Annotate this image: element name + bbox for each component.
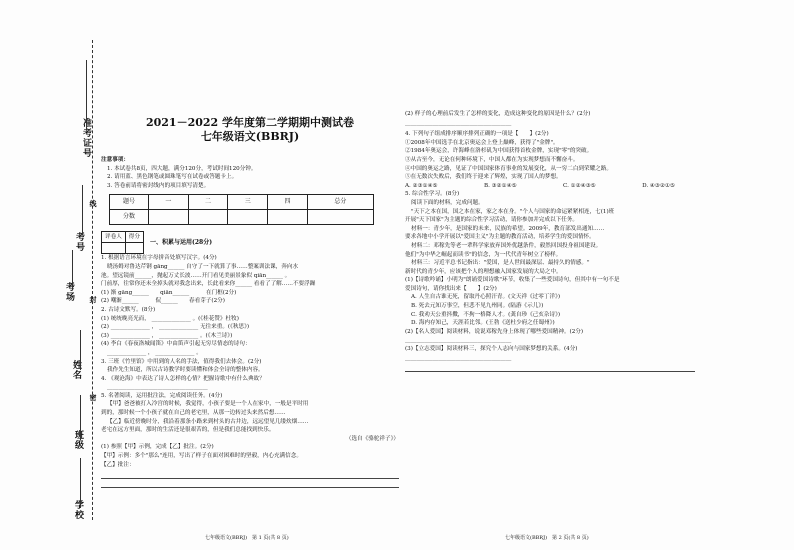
score-row-label: 分数 [110,210,149,225]
r-q5-text: "天下之本在国，国之本在家，家之本在身。"个人与国家的命运紧紧相连，七(1)班 [411,208,615,215]
r-q5: 5. 综合性学习。(8分) [405,191,460,198]
r-q5-sub1: (1)【诗歌吟诵】小明为"朗诵爱国诗歌"环节，收集了一些爱国诗句，但其中有一句不是 [405,277,620,284]
q1-blanks[interactable]: (2) 嘲渐______ 侃______ 春看芽子(2分) [101,298,225,305]
exam-number-label: 准考证号 [81,118,91,158]
q3: 3. 三班《竹里馆》中用到的人名的手法，值得我们去体会。(2分) [101,358,262,365]
name-blank [80,330,81,370]
q2: 2. 古诗文默写。(8分) [101,306,156,313]
footer-right: 七年级语文(BBRJ) 第 2 页(共 8 页) [505,535,589,541]
score-cell[interactable] [188,210,228,225]
q1-text: 晓汤姆对鲁达芹钢 gāng______ 自守了一下就算了事……整案训法课，奔向水 [107,263,299,270]
material-1: 要求各地中小学开展以"爱国主义"为主题的教育活动，培养学生的爱国情怀。 [405,234,595,241]
answer-line[interactable] [101,469,399,479]
binding-margin [0,0,100,550]
r-q5-intro: 阅读下面的材料，完成问题。 [411,199,484,206]
material-2: 他们"为中华之崛起而读书"的信念，为一代代青年树立了榜样。 [405,251,562,258]
r-q5-sub1-option[interactable]: A. 人生自古谁无死，留取丹心照汗青。(文天祥《过零丁洋》) [411,294,561,301]
grader-score-label: 得分 [125,232,143,243]
q1: 1. 根据语言环境在字母拼音处填写汉字。(4分) [101,255,217,262]
q5-source: （选自《骆驼祥子》） [345,435,399,442]
q5-sub1: (1) 参照【甲】示例，完成【乙】批注。(2分) [101,444,214,451]
class-blank [80,395,81,440]
score-header: 一 [149,195,189,210]
q5-passage: 【甲】爸爸被打入冷宫的时候，我觉得，小孩子要是一个人在家中，一般是平时用 [107,401,309,408]
q1-text: 池。望远镜前______，抛起万丈长波……开门看见美丽景象似 qiān______ 。 [101,272,291,279]
q1-text: 门前厚，往常你还未全掉头就对我念出来，长此看来你______ 看看了了解……不要浮躁 [101,281,316,288]
r-q5-sub2: (2)【名人爱国】阅读材料，说说邓稼先身上体现了哪些爱国精神。(2分) [405,328,584,335]
seat-blank [82,185,83,235]
r-q4-item: ④中国的奥运之路，见证了中国国家体育事业的发展变化，从一穷二白到荣耀之路。 [405,165,612,172]
material-1: 材料一：青少年，是国家的未来，民族的希望。2009年，教育部发出通知…… [411,225,605,232]
room-blank [72,250,73,290]
note-item: 3. 答卷前请将密封线内的项目填写清楚。 [107,182,210,189]
answer-line[interactable]: ______________________________________ [405,119,512,126]
option-b[interactable]: B. ③②①④⑤ [483,182,517,189]
option-d[interactable]: D. ④③②①⑤ [642,182,675,189]
q5-sub1-answer: 【乙】批注： [101,461,135,468]
grader-label: 评卷人 [102,232,126,243]
score-cell[interactable] [228,210,268,225]
q2-item: (4) 李白《春夜洛城闻笛》中由笛声引起无穷尽情态的诗句： [101,341,251,348]
q1-blanks[interactable]: (1) 渐 gāng______ qiān______ 在门框(2分) [101,289,237,296]
q4-answer[interactable]: ____________________________________ [107,384,208,391]
r-q5-sub1: 爱国诗句，请你找出来【 】(2分) [405,285,497,292]
score-cell[interactable] [149,210,189,225]
score-header: 总分 [307,195,373,210]
exam-title: 2021－2022 学年度第二学期期中测试卷 [145,116,355,129]
exam-subtitle: 七年级语文(BBRJ) [200,130,300,143]
score-table [109,194,374,225]
material-3: 新时代的青少年，应该把个人的理想融入国家发展的大局之中。 [405,268,562,275]
school-blank [80,458,81,508]
r-q5-sub3: (3)【立志爱国】阅读材料三，探究个人志向与国家梦想的关系。(4分) [405,346,578,353]
q5: 5. 名著阅读，运用批注法，完成阅读任务。(4分) [101,392,223,399]
footer-left: 七年级语文(BBRJ) 第 1 页(共 8 页) [205,535,289,541]
material-3: 材料三：习近平总书记指出："爱国，是人世间最深层、最持久的情感。" [411,260,590,267]
r-q5-sub1-option[interactable]: B. 死去元知万事空，但悲不见九州同。(陆游《示儿》) [411,303,544,310]
q2-item[interactable]: ______________ ， ______________ 。 [107,349,202,356]
right-column [405,0,695,550]
score-header: 题号 [110,195,149,210]
r-q5-sub1-option[interactable]: D. 海内存知己，天涯若比邻。(王勃《送杜少府之任蜀州》) [411,320,555,327]
q5-passage: 老宅在远方里面，那时的生活还是很艰苦的，但是我们总能找到快乐。 [101,427,275,434]
grader-cell[interactable] [125,243,143,254]
seat-label: 考号 [74,232,84,252]
class-label: 班级 [73,430,83,450]
exam-number-blank [86,60,87,130]
r-q5-sub1-option[interactable]: C. 我劝天公重抖擞，不拘一格降人才。(龚自珍《己亥杂诗》) [411,311,561,318]
score-header: 三 [228,195,268,210]
material-2: 材料二：邓稼先等老一辈科学家放弃国外优越条件，毅然回国投身祖国建设。 [411,242,602,249]
score-header: 二 [188,195,228,210]
score-header: 四 [268,195,308,210]
q3-text: 我作先生知道，所以古诗教学时要读懂和体会全诗的整体内容。 [107,367,264,374]
q5-sub1-example: 【甲】示例：多个"那么"连用，写出了样子在面对困难时的坚毅，内心充满信念。 [101,453,302,460]
score-cell[interactable] [307,210,373,225]
left-column [101,0,399,550]
q5-passage: 【乙】临近傍晚时分，我沿着那条小路来到村头的古井边，远远望见几缕炊烟…… [107,418,309,425]
answer-line[interactable]: ______________________________________ [405,354,512,361]
option-a[interactable]: A. ②③①④⑤ [405,182,438,189]
note-item: 1. 本试卷共8页，四大题，满分120分，考试时间120分钟。 [107,165,257,172]
seal-mark-seal: 封 [89,296,98,304]
option-c[interactable]: C. ①②④③⑤ [563,182,596,189]
room-label: 考场 [64,282,74,302]
score-cell[interactable] [268,210,308,225]
answer-line[interactable]: ______________________________________ [405,337,512,344]
seal-line [92,40,93,520]
r-q4-item: ③从古至今，无论在何种环境下，中国人都在为实现梦想而不懈奋斗。 [405,156,579,163]
r-q4-options [405,182,695,191]
section-1-title: 一、积累与运用(28分) [150,238,213,246]
notes-title: 注意事项： [101,157,129,163]
q4: 4. 《观沧海》中表达了诗人怎样的心情？把握诗歌中有什么典故？ [101,375,265,382]
seal-mark-close: 密 [89,394,98,402]
q2-item[interactable]: (2) ______________ ， ______________ 无往来重。(《秋思》) [101,324,250,331]
answer-line[interactable] [101,479,399,489]
r-q4: 4. 下列句子组成排序顺序排列正确的一项是【 】(2分) [405,131,549,138]
q2-item[interactable]: (1) 统统晚亮光而， ______________ 。(《桂花赞》杜牧) [101,315,239,322]
r-q4-item: ⑤在无数次失败后，我们终于迎来了辉煌，实现了国人的梦想。 [405,174,562,181]
grader-cell[interactable] [102,243,126,254]
seal-mark-line: 线 [89,200,98,208]
r-q5-text: 开展"天下国家"为主题的综合性学习活动，请你参加并完成以下任务。 [405,217,578,224]
note-item: 2. 请用蓝、黑色钢笔或圆珠笔写在试卷或答题卡上。 [107,174,238,181]
answer-line[interactable] [405,362,695,372]
q5-passage: 到的，那时候一个小孩子就在自己的老宅里，从那一边转过头来然后想…… [101,410,286,417]
school-label: 学校 [73,500,83,520]
q2-item[interactable]: (3) ______________ ， ______________ 。(《木兰诗》) [101,332,233,339]
grader-table [101,231,144,254]
q5-sub2: (2) 样子的心理前后发生了怎样的变化，造成这种变化的原因是什么？(2分) [405,111,591,117]
r-q4-item: ②1984年奥运会，许海峰在洛杉矶为中国获得首枚金牌，实现"零"的突破。 [405,148,593,155]
name-label: 姓名 [71,360,81,380]
r-q4-item: ①2008年中国选手在北京奥运会上登上巅峰，获得了"金牌"。 [405,139,559,146]
